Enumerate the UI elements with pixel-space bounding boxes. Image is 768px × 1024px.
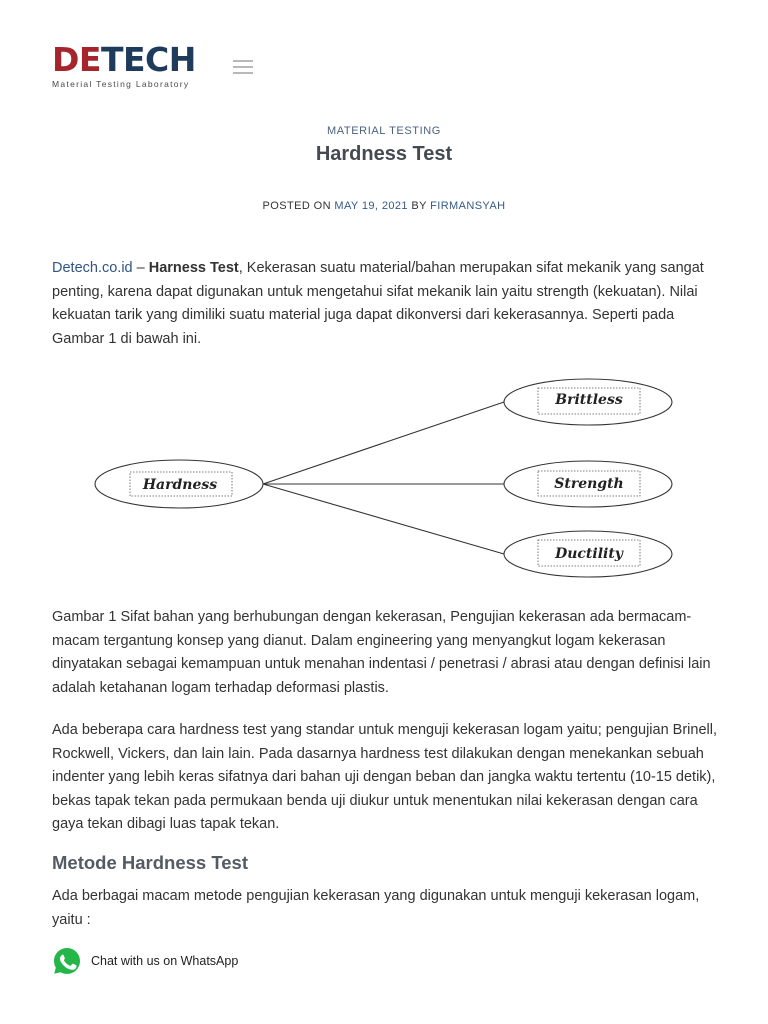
- intro-dash: –: [132, 260, 149, 276]
- logo-wordmark: [52, 40, 196, 80]
- figure-caption-text: Gambar 1 Sifat bahan yang berhubungan dengan kekerasan, Pengujian kekerasan ada bermacam-macam tergantung konsep yang dianut. Dalam engineering yang menyangkut logam kekerasan dinyatakan sebagai kemampuan untuk menahan indentasi / penetrasi / abrasi atau dengan definisi lain adalah ketahanan logam terhadap deformasi plastis.: [52, 609, 711, 696]
- diagram-label-strength: Strength: [554, 476, 624, 492]
- logo-part-de: DE: [52, 40, 101, 79]
- paragraph-intro: [52, 257, 718, 351]
- paragraph-methods-list-intro: [52, 885, 718, 932]
- hardness-properties-diagram: [90, 372, 680, 586]
- whatsapp-icon: [52, 946, 82, 976]
- hamburger-menu-icon[interactable]: [233, 60, 253, 74]
- post-author-link[interactable]: FIRMANSYAH: [430, 200, 506, 212]
- site-header: [52, 40, 716, 100]
- diagram-connector-brittless: [263, 402, 504, 484]
- intro-text: , Kekerasan suatu material/bahan merupakan sifat mekanik yang sangat penting, karena dapat digunakan untuk mengetahui sifat mekanik lain yaitu strength (kekuatan). Nilai kekuatan tarik yang dimiliki suatu material juga dapat dikonversi dari kekerasannya. Seperti pada Gambar 1 di bawah ini.: [52, 260, 704, 347]
- intro-bold-term: Harness Test: [148, 260, 239, 276]
- diagram-connector-ductility: [263, 484, 504, 554]
- posted-on-label: POSTED ON: [262, 200, 331, 212]
- menu-bar: [233, 60, 253, 62]
- menu-bar: [233, 66, 253, 68]
- diagram-label-brittless: Brittless: [555, 392, 623, 408]
- whatsapp-chat-button[interactable]: [52, 946, 272, 978]
- post-meta: [0, 200, 768, 212]
- diagram-label-hardness: Hardness: [142, 477, 218, 493]
- paragraph-figure-caption: [52, 606, 718, 700]
- site-link[interactable]: Detech.co.id: [52, 260, 133, 276]
- post-category-link[interactable]: MATERIAL TESTING: [327, 125, 441, 137]
- logo-part-tech: TECH: [100, 40, 196, 79]
- diagram-label-ductility: Ductility: [555, 546, 623, 562]
- menu-bar: [233, 72, 253, 74]
- methods-list-intro-text: Ada berbagai macam metode pengujian kekerasan yang digunakan untuk menguji kekerasan logam, yaitu :: [52, 888, 700, 928]
- logo-tagline: Material Testing Laboratory: [52, 79, 190, 89]
- methods-intro-text: Ada beberapa cara hardness test yang standar untuk menguji kekerasan logam yaitu; pengujian Brinell, Rockwell, Vickers, dan lain lain. Pada dasarnya hardness test dilakukan dengan menekankan sebuah indenter yang lebih keras sifatnya dari bahan uji dengan beban dan jangka waktu tertentu (10-15 detik), bekas tapak tekan pada permukaan benda uji diukur untuk menentukan nilai kekerasan dengan cara gaya tekan dibagi luas tapak tekan.: [52, 722, 717, 832]
- post-date-link[interactable]: MAY 19, 2021: [334, 200, 408, 212]
- whatsapp-chat-label: Chat with us on WhatsApp: [91, 954, 239, 968]
- paragraph-methods-intro: [52, 719, 718, 837]
- section-heading: Metode Hardness Test: [52, 852, 249, 873]
- by-label: BY: [411, 200, 427, 212]
- site-logo[interactable]: [52, 40, 207, 92]
- page-title: Hardness Test: [315, 143, 453, 165]
